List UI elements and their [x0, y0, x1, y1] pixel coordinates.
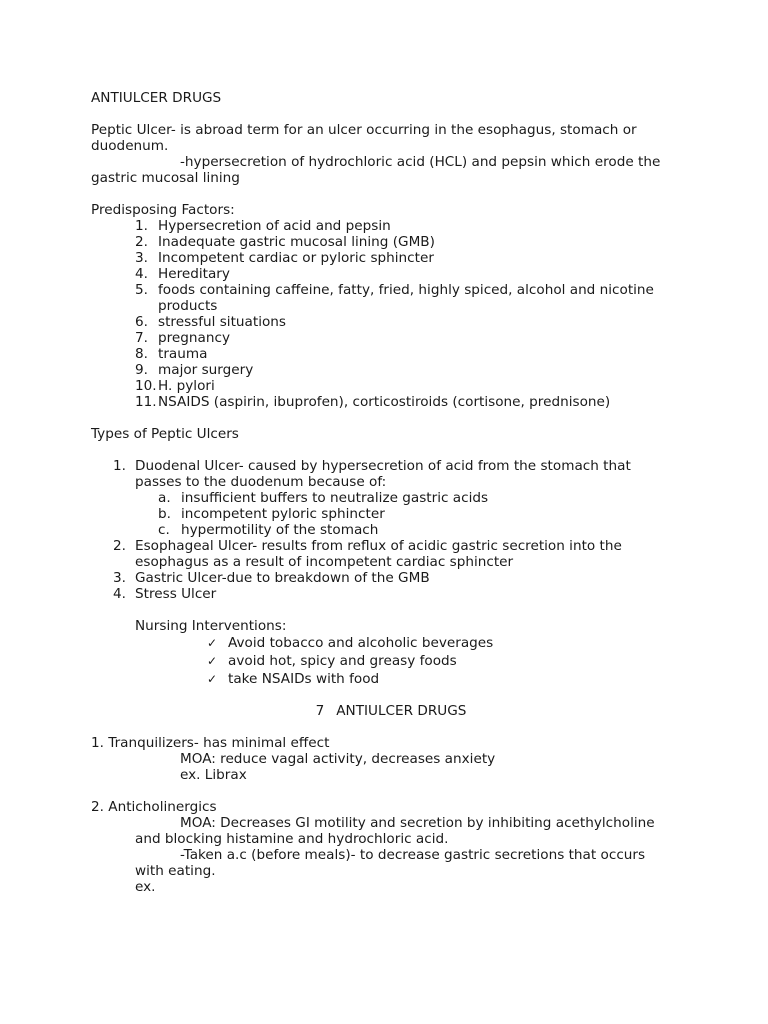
drug-2-example: ex. [135, 879, 156, 895]
list-item: 2. Esophageal Ulcer- results from reflux of acidic gastric secretion into the esophagus as a result of incompetent cardiac sphincter [113, 538, 622, 570]
list-item: 8. trauma [135, 346, 208, 362]
drug-2-moa-cont: and blocking histamine and hydrochloric acid. [135, 831, 449, 847]
document-page [91, 90, 681, 895]
predisposing-heading: Predisposing Factors: [91, 202, 235, 218]
list-item: ✓ take NSAIDs with food [207, 671, 380, 687]
document-title: ANTIULCER DRUGS [91, 90, 222, 106]
list-item: 9. major surgery [135, 362, 254, 378]
drug-2-moa: MOA: Decreases GI motility and secretion by inhibiting acethylcholine [180, 815, 655, 831]
list-item: b. incompetent pyloric sphincter [158, 506, 385, 522]
drug-1-moa: MOA: reduce vagal activity, decreases anxiety [180, 751, 496, 767]
list-item: ✓ Avoid tobacco and alcoholic beverages [207, 635, 494, 651]
definition-line-2: -hypersecretion of hydrochloric acid (HCL) and pepsin which erode the gastric mucosal lining [91, 154, 661, 186]
duodenal-causes-list [135, 490, 681, 538]
checkmark-icon: ✓ [207, 672, 218, 686]
nursing-list [91, 634, 681, 688]
section-heading [91, 703, 691, 719]
checkmark-icon: ✓ [207, 654, 218, 668]
list-item: a. insufficient buffers to neutralize gastric acids [158, 490, 489, 506]
section-title: ANTIULCER DRUGS [336, 703, 467, 719]
drug-2-taken-cont: with eating. [135, 863, 216, 879]
types-list [91, 458, 681, 602]
predisposing-list [91, 218, 681, 410]
list-item: 2. Inadequate gastric mucosal lining (GMB) [135, 234, 435, 250]
list-item: 4. Stress Ulcer [113, 586, 217, 602]
list-item: ✓ avoid hot, spicy and greasy foods [207, 653, 457, 669]
list-item: 1. Duodenal Ulcer- caused by hypersecretion of acid from the stomach that passes to the duodenum because of: a. insufficient buffers to neutralize gastric acids b. incompetent pyloric sphincter c. hypermotility of the stomach [91, 458, 681, 538]
definition-text [91, 122, 681, 186]
drug-2-title: 2. Anticholinergics [91, 799, 217, 815]
list-item: c. hypermotility of the stomach [158, 522, 379, 538]
nursing-heading: Nursing Interventions: [135, 618, 287, 634]
drug-1-title: 1. Tranquilizers- has minimal effect [91, 735, 330, 751]
list-item: 10. H. pylori [135, 378, 215, 394]
list-item: 3. Incompetent cardiac or pyloric sphincter [135, 250, 434, 266]
list-item: 1. Hypersecretion of acid and pepsin [135, 218, 391, 234]
drug-2-taken: -Taken a.c (before meals)- to decrease gastric secretions that occurs [180, 847, 646, 863]
list-item: 7. pregnancy [135, 330, 230, 346]
list-item: 5. foods containing caffeine, fatty, fried, highly spiced, alcohol and nicotine products [135, 282, 654, 314]
checkmark-icon: ✓ [207, 636, 218, 650]
list-item: 4. Hereditary [135, 266, 230, 282]
section-number: 7 [315, 703, 325, 719]
list-item: 3. Gastric Ulcer-due to breakdown of the GMB [113, 570, 430, 586]
types-heading: Types of Peptic Ulcers [91, 426, 239, 442]
definition-line-1: Peptic Ulcer- is abroad term for an ulcer occurring in the esophagus, stomach or duodenum. [91, 122, 637, 154]
drug-1-example: ex. Librax [180, 767, 247, 783]
list-item: 11. NSAIDS (aspirin, ibuprofen), corticostiroids (cortisone, prednisone) [135, 394, 611, 410]
list-item: 6. stressful situations [135, 314, 286, 330]
